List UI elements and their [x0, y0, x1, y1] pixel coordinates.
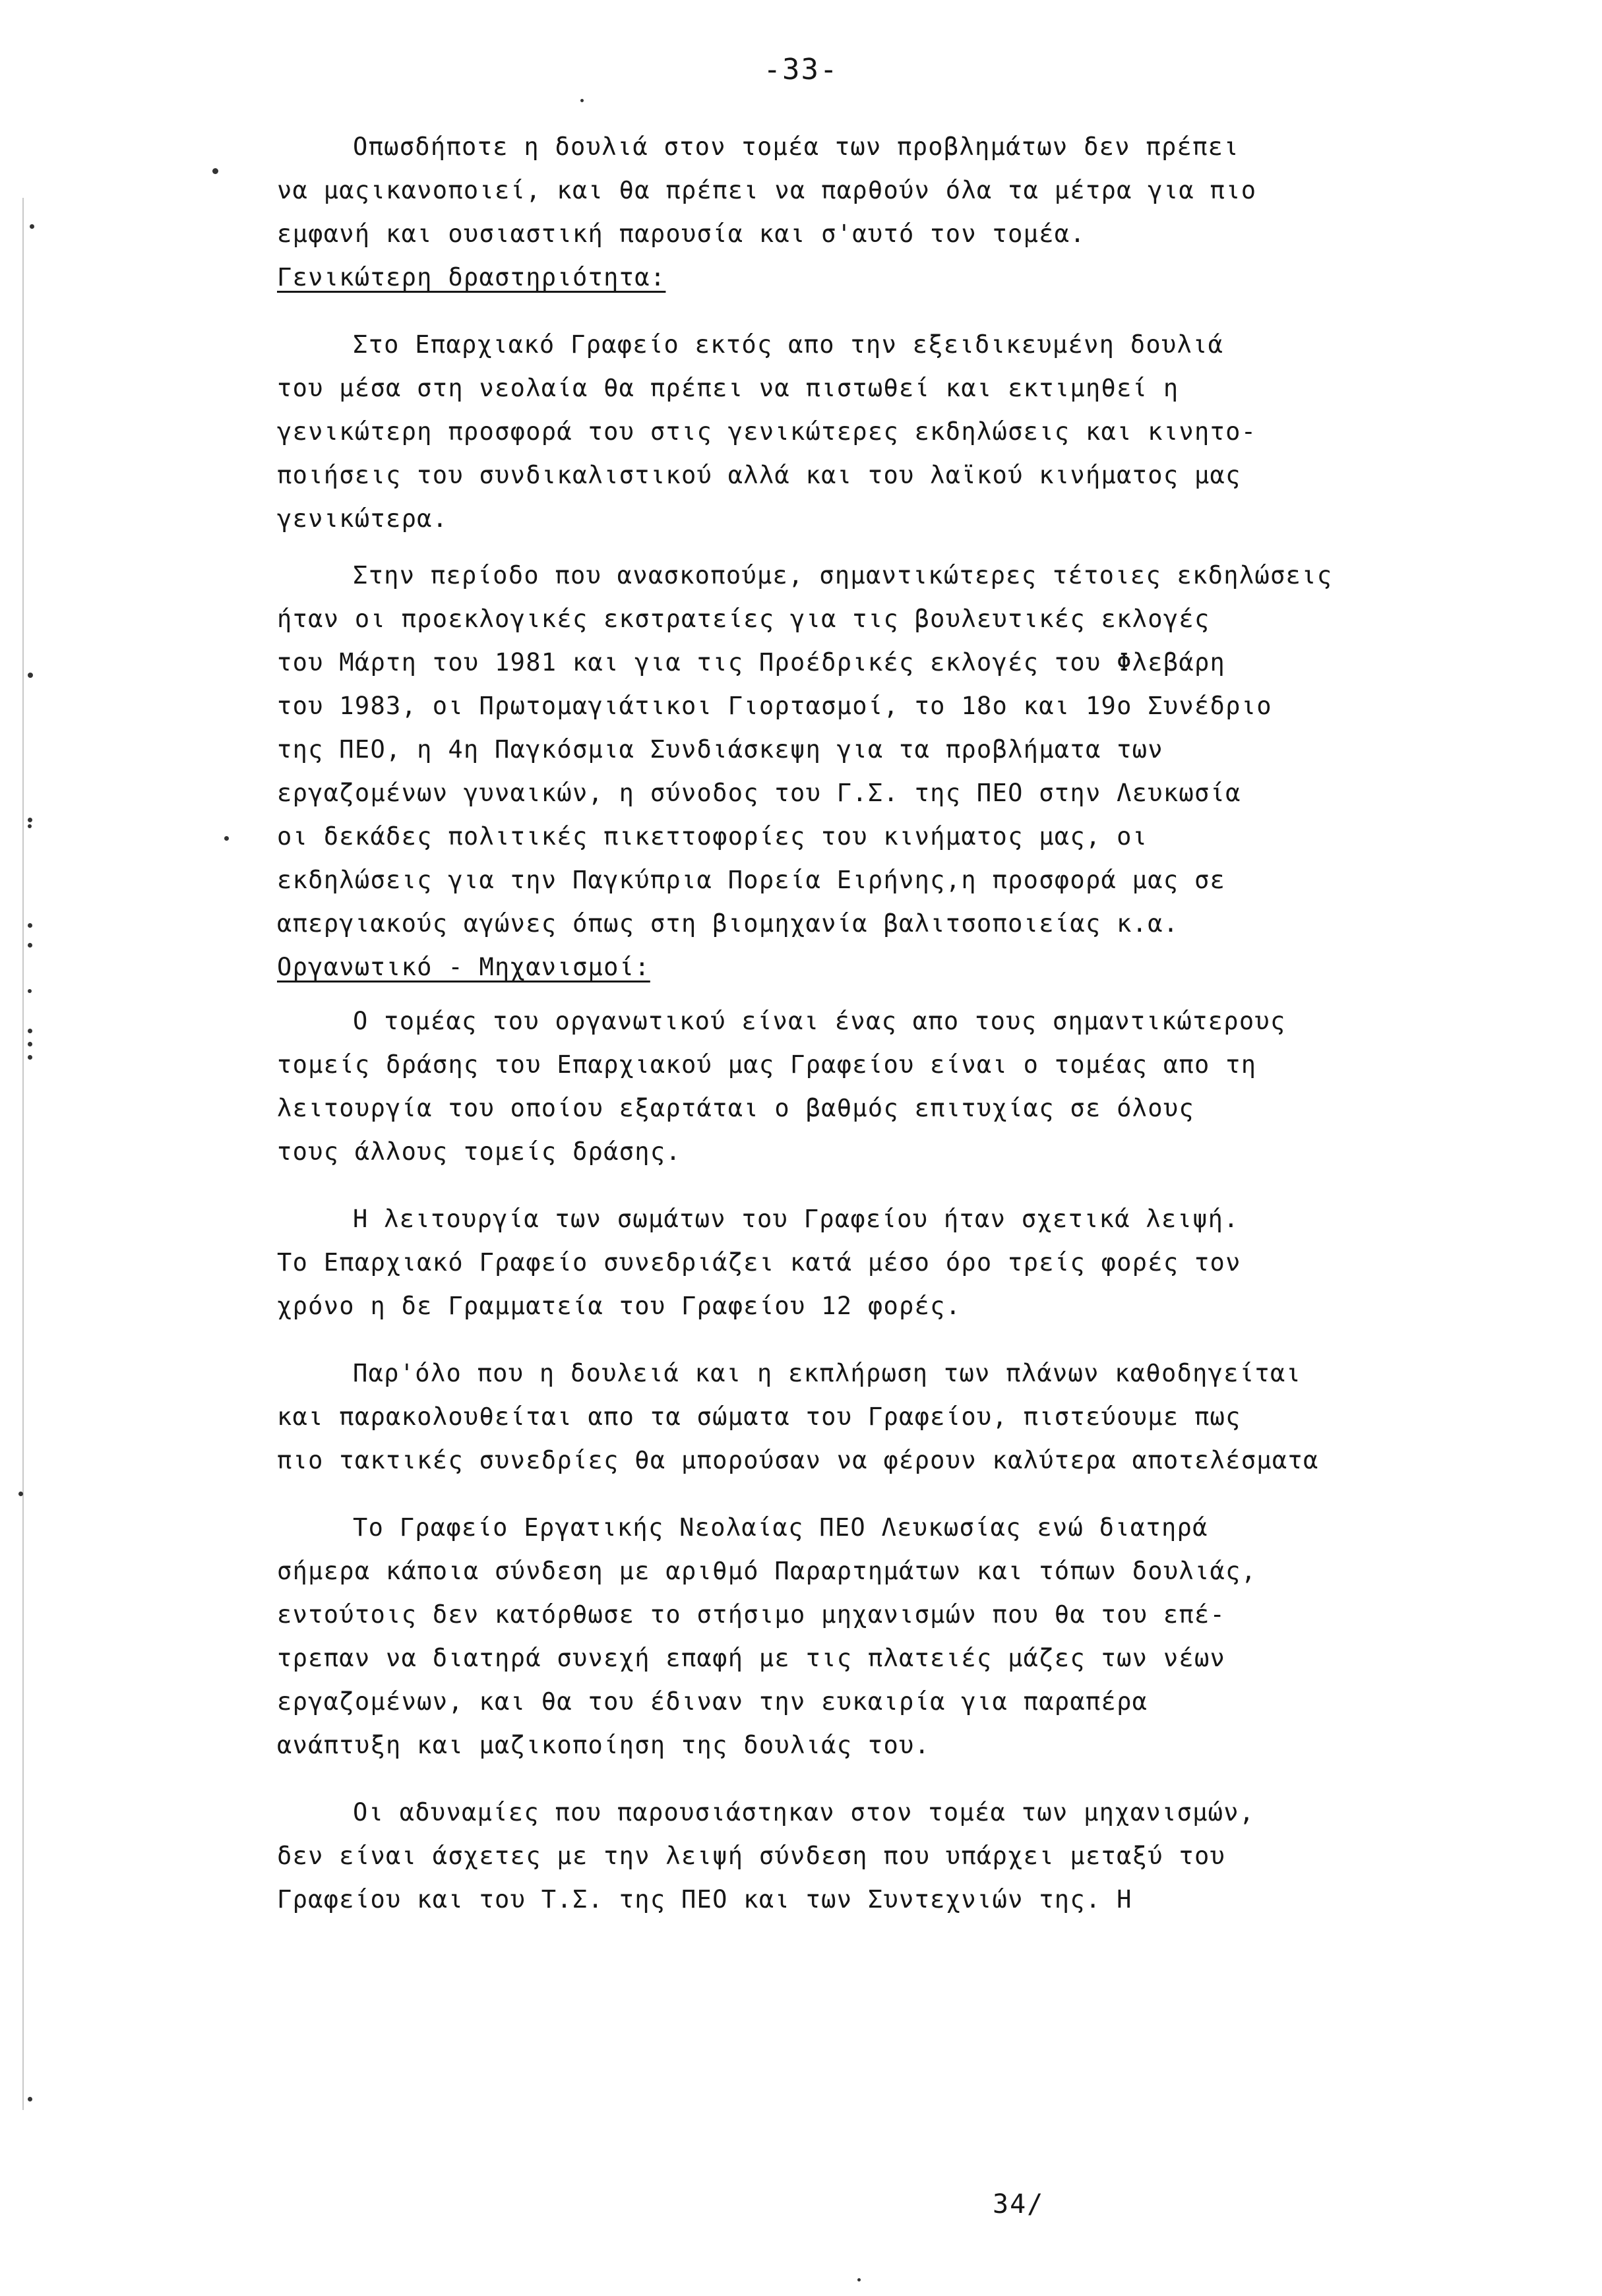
text-line: δεν είναι άσχετες με την λειψή σύνδεση που υπάρχει μεταξύ του	[277, 1842, 1226, 1870]
page-number: -33-	[763, 53, 839, 86]
text-line: τομείς δράσης του Επαρχιακού μας Γραφείου είναι ο τομέας απο τη	[277, 1050, 1257, 1079]
text-line: της ΠΕΟ, η 4η Παγκόσμια Συνδιάσκεψη για τα προβλήματα των	[277, 735, 1163, 764]
document-body	[277, 125, 1537, 1921]
text-line: χρόνο η δε Γραμματεία του Γραφείου 12 φορές.	[277, 1292, 962, 1320]
speck	[28, 818, 32, 822]
text-line: σήμερα κάποια σύνδεση με αριθμό Παραρτημάτων και τόπων δουλιάς,	[277, 1557, 1257, 1585]
text-line: του Μάρτη του 1981 και για τις Προέδρικές εκλογές του Φλεβάρη	[277, 648, 1226, 677]
section-heading-organizational: Οργανωτικό - Μηχανισμοί:	[277, 953, 650, 981]
speck	[28, 673, 33, 678]
text-line: εργαζομένων, και θα του έδιναν την ευκαιρία για παραπέρα	[277, 1687, 1148, 1716]
text-line: να μαςικανοποιεί, και θα πρέπει να παρθούν όλα τα μέτρα για πιο	[277, 176, 1257, 204]
text-line: εντούτοις δεν κατόρθωσε το στήσιμο μηχανισμών που θα του επέ-	[277, 1600, 1226, 1629]
text-line: πιο τακτικές συνεδρίες θα μπορούσαν να φέρουν καλύτερα αποτελέσματα	[277, 1446, 1319, 1474]
text-line: Η λειτουργία των σωμάτων του Γραφείου ήταν σχετικά λειψή.	[353, 1205, 1239, 1233]
text-line: Στην περίοδο που ανασκοπούμε, σημαντικώτερες τέτοιες εκδηλώσεις	[353, 561, 1333, 589]
text-line: Παρ'όλο που η δουλειά και η εκπλήρωση των πλάνων καθοδηγείται	[353, 1359, 1302, 1387]
text-line: Στο Επαρχιακό Γραφείο εκτός απο την εξειδικευμένη δουλιά	[353, 330, 1224, 359]
speck	[580, 99, 584, 102]
text-line: και παρακολουθείται απο τα σώματα του Γραφείου, πιστεύουμε πως	[277, 1403, 1241, 1431]
speck	[28, 923, 32, 928]
text-line: Οπωσδήποτε η δουλιά στον τομέα των προβλημάτων δεν πρέπει	[353, 133, 1239, 161]
text-line: λειτουργία του οποίου εξαρτάται ο βαθμός επιτυχίας σε όλους	[277, 1094, 1194, 1122]
speck	[28, 989, 32, 993]
speck	[857, 2278, 861, 2281]
text-line: Γραφείου και του Τ.Σ. της ΠΕΟ και των Συντεχνιών της. Η	[277, 1885, 1132, 1914]
speck	[224, 836, 229, 841]
text-line: τρεπαν να διατηρά συνεχή επαφή με τις πλατειές μάζες των νέων	[277, 1644, 1226, 1672]
text-line: εργαζομένων γυναικών, η σύνοδος του Γ.Σ. της ΠΕΟ στην Λευκωσία	[277, 779, 1241, 807]
text-line: Οι αδυναμίες που παρουσιάστηκαν στον τομέα των μηχανισμών,	[353, 1798, 1255, 1827]
speck	[28, 1042, 32, 1046]
text-line: εμφανή και ουσιαστική παρουσία και σ'αυτό τον τομέα.	[277, 220, 1086, 248]
text-line: ήταν οι προεκλογικές εκστρατείες για τις βουλευτικές εκλογές	[277, 605, 1210, 633]
text-line: ανάπτυξη και μαζικοποίηση της δουλιάς του.	[277, 1731, 931, 1759]
text-line: τους άλλους τομείς δράσης.	[277, 1137, 681, 1166]
text-line: Το Επαρχιακό Γραφείο συνεδριάζει κατά μέσο όρο τρείς φορές τον	[277, 1248, 1241, 1277]
speck	[30, 224, 34, 229]
section-heading-general-activity: Γενικώτερη δραστηριότητα:	[277, 263, 666, 291]
text-line: Το Γραφείο Εργατικής Νεολαίας ΠΕΟ Λευκωσίας ενώ διατηρά	[353, 1513, 1208, 1542]
text-line: γενικώτερα.	[277, 504, 448, 533]
text-line: εκδηλώσεις για την Παγκύπρια Πορεία Ειρήνης,η προσφορά μας σε	[277, 866, 1226, 894]
text-line: του μέσα στη νεολαία θα πρέπει να πιστωθεί και εκτιμηθεί η	[277, 374, 1179, 402]
speck	[18, 1492, 23, 1496]
speck	[28, 824, 32, 828]
left-margin-shadow	[22, 198, 24, 2110]
continuation-page-marker: 34/	[993, 2189, 1045, 2220]
text-line: του 1983, οι Πρωτομαγιάτικοι Γιορτασμοί, το 18ο και 19ο Συνέδριο	[277, 692, 1272, 720]
text-line: ποιήσεις του συνδικαλιστικού αλλά και του λαϊκού κινήματος μας	[277, 461, 1241, 489]
speck	[212, 168, 218, 174]
text-line: απεργιακούς αγώνες όπως στη βιομηχανία βαλιτσοποιείας κ.α.	[277, 909, 1179, 938]
text-line: Ο τομέας του οργανωτικού είναι ένας απο τους σημαντικώτερους	[353, 1007, 1286, 1035]
text-line: οι δεκάδες πολιτικές πικεττοφορίες του κινήματος μας, οι	[277, 822, 1148, 851]
text-line: γενικώτερη προσφορά του στις γενικώτερες εκδηλώσεις και κινητο-	[277, 417, 1257, 446]
speck	[28, 1029, 32, 1033]
speck	[28, 943, 32, 948]
speck	[28, 1055, 32, 1060]
speck	[28, 2097, 32, 2101]
